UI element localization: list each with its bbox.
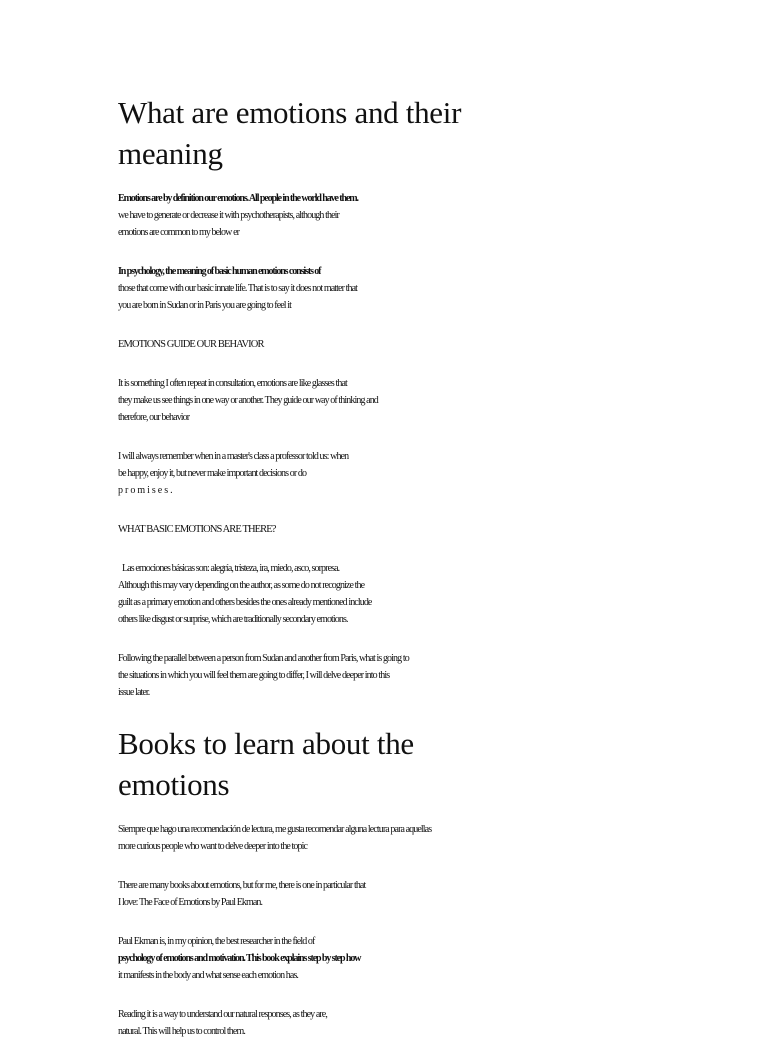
subheading-basic-emotions: WHAT BASIC EMOTIONS ARE THERE? [118, 524, 276, 535]
text-line: natural. This will help us to control them. [118, 1026, 245, 1037]
paragraph-psychology [118, 263, 498, 314]
paragraph-basic-emotions [118, 560, 498, 628]
text-line: There are many books about emotions, but for me, there is one in particular that [118, 880, 366, 891]
text-line: psychology of emotions and motivation. This book explains step by step how [118, 953, 361, 964]
text-line: Following the parallel between a person from Sudan and another from Paris, what is going to [118, 653, 409, 664]
text-line: Las emociones básicas son: alegría, tristeza, ira, miedo, asco, sorpresa. [122, 563, 340, 574]
paragraph-many-books [118, 877, 498, 911]
text-line: Emotions are by definition our emotions. All people in the world have them. [118, 193, 358, 204]
paragraph-reading [118, 1006, 498, 1040]
paragraph-recommendation [118, 821, 498, 855]
text-line: Paul Ekman is, in my opinion, the best researcher in the field of [118, 936, 315, 947]
text-line: others like disgust or surprise, which are traditionally secondary emotions. [118, 614, 348, 625]
text-line: issue later. [118, 687, 150, 698]
paragraph-sudan-paris [118, 650, 498, 701]
subheading-behavior: EMOTIONS GUIDE OUR BEHAVIOR [118, 339, 264, 350]
text-line: It is something I often repeat in consultation, emotions are like glasses that [118, 378, 347, 389]
text-line: promises. [118, 485, 175, 496]
text-line: it manifests in the body and what sense each emotion has. [118, 970, 299, 981]
text-line: Siempre que hago una recomendación de lectura, me gusta recomendar alguna lectura para aquellas [118, 824, 432, 835]
text-line: you are born in Sudan or in Paris you are going to feel it [118, 300, 292, 311]
text-line: Reading it is a way to understand our natural responses, as they are, [118, 1009, 327, 1020]
text-line: Although this may vary depending on the author, as some do not recognize the [118, 580, 365, 591]
text-line: the situations in which you will feel them are going to differ, I will delve deeper into this [118, 670, 390, 681]
text-line: therefore, our behavior [118, 412, 190, 423]
text-line: more curious people who want to delve deeper into the topic [118, 841, 308, 852]
text-line: I love: The Face of Emotions by Paul Ekman. [118, 897, 263, 908]
text-line: I will always remember when in a master's class a professor told us: when [118, 451, 349, 462]
text-line: they make us see things in one way or another. They guide our way of thinking and [118, 395, 378, 406]
text-line: In psychology, the meaning of basic human emotions consists of [118, 266, 321, 277]
books-heading: Books to learn about the emotions [118, 726, 414, 802]
text-line: those that come with our basic innate life. That is to say it does not matter that [118, 283, 357, 294]
paragraph-definition [118, 190, 498, 241]
text-line: emotions are common to my below er [118, 227, 240, 238]
text-line: we have to generate or decrease it with psychotherapists, although their [118, 210, 339, 221]
title-heading: What are emotions and their meaning [118, 95, 462, 171]
paragraph-ekman [118, 933, 498, 984]
paragraph-glasses [118, 375, 498, 426]
text-line: guilt as a primary emotion and others besides the ones already mentioned include [118, 597, 372, 608]
article-body [118, 92, 498, 1062]
paragraph-master-class [118, 448, 498, 499]
text-line: be happy, enjoy it, but never make important decisions or do [118, 468, 307, 479]
